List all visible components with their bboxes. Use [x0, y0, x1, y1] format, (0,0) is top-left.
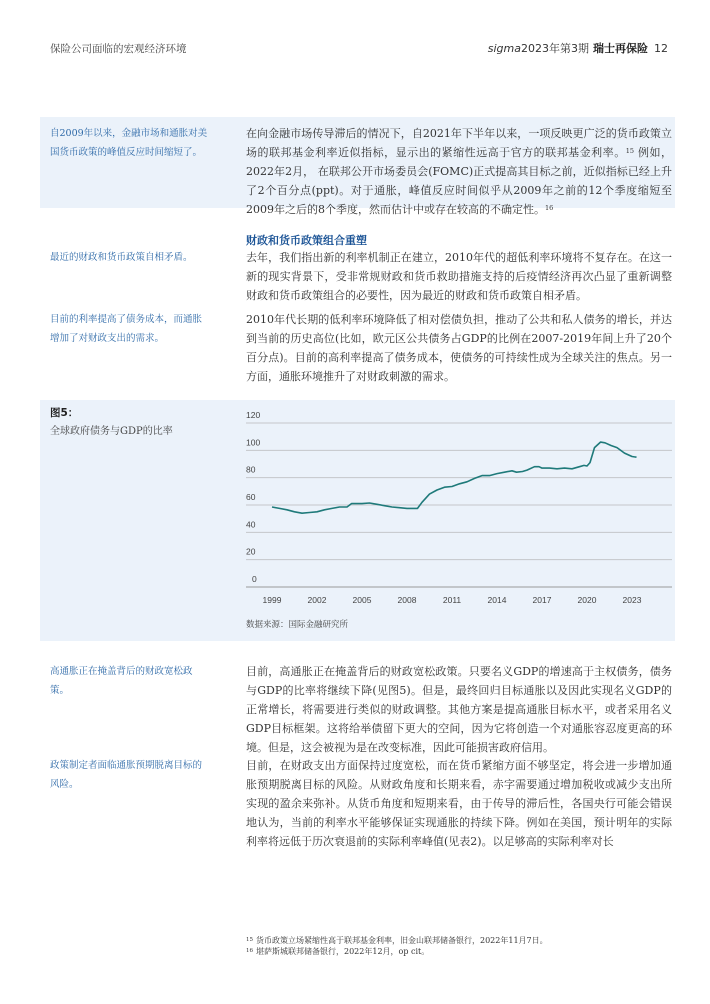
y-tick-label: 120	[246, 410, 261, 420]
publication-name: sigma	[487, 42, 521, 55]
running-header-title: 保险公司面临的宏观经济环境	[50, 43, 187, 55]
x-tick-label: 2023	[622, 595, 642, 605]
side-note: 高通胀正在掩盖背后的财政宽松政策。	[50, 666, 193, 696]
paragraph-text: 在向金融市场传导滞后的情况下，自2021年下半年以来，一项反映更广泛的货币政策立场的联邦基金利率近似指标，显示出的紧缩性远高于官方的联邦基金利率。	[246, 127, 672, 159]
footnote	[246, 946, 548, 957]
brand-name: 瑞士再保险	[593, 42, 648, 55]
x-tick-label: 2002	[307, 595, 327, 605]
x-tick-label: 2020	[577, 595, 597, 605]
running-header-publication	[488, 40, 668, 56]
y-tick-label: 100	[246, 437, 261, 448]
side-note: 目前的利率提高了债务成本，而通胀增加了对财政支出的需求。	[50, 314, 203, 344]
paragraph	[246, 124, 672, 219]
x-tick-label: 2008	[397, 595, 417, 605]
footnote-text: 堪萨斯城联邦储备银行，2022年12月，op cit。	[256, 947, 430, 956]
footnote-number: 16	[246, 948, 253, 954]
side-note: 最近的财政和货币政策自相矛盾。	[50, 252, 193, 263]
footnote-text: 货币政策立场紧缩性高于联邦基金利率，旧金山联邦储备银行，2022年11月7日。	[256, 936, 548, 945]
figure-label: 图5：	[50, 407, 79, 419]
side-note: 自2009年以来，金融市场和通胀对美国货币政策的峰值反应时间缩短了。	[50, 128, 208, 158]
page-number: 12	[654, 42, 668, 55]
x-tick-label: 2017	[532, 595, 552, 605]
y-tick-label: 40	[246, 519, 256, 530]
footnote	[246, 935, 548, 946]
figure-source: 数据来源：国际金融研究所	[246, 620, 349, 630]
y-tick-label: 80	[246, 464, 256, 475]
x-tick-label: 1999	[262, 595, 282, 605]
publication-issue: 2023年第3期	[521, 42, 589, 55]
paragraph: 目前，高通胀正在掩盖背后的财政宽松政策。只要名义GDP的增速高于主权债务，债务与GDP的比率将继续下降(见图5)。但是，最终回归目标通胀以及因此实现名义GDP的正常增长，将需要进行类似的财政调整。其他方案是提高通胀目标水平，或者采用名义GDP目标框架。这将给举债留下更大的空间，因为它将创造一个对通胀容忍度更高的环境。但是，这会被视为是在改变标准，因此可能损害政府信用。	[246, 665, 672, 754]
footnotes	[246, 935, 548, 957]
footnote-number: 15	[246, 937, 253, 943]
x-tick-label: 2005	[352, 595, 372, 605]
paragraph: 2010年代长期的低利率环境降低了相对偿债负担，推动了公共和私人债务的增长，并达到当前的历史高位(比如，欧元区公共债务占GDP的比例在2007-2019年间上升了20个百分点)。目前的高利率提高了债务成本，使债务的可持续性成为全球关注的焦点。另一方面，通胀环境推升了对财政刺激的需求。	[246, 313, 672, 383]
x-tick-label: 2014	[487, 595, 507, 605]
paragraph-text: 例如，2022年2月， 在联邦公开市场委员会(FOMC)正式提高其目标之前，近似指标已经上升了2个百分点(ppt)。对于通胀，峰值反应时间似乎从2009年之前的12个季度缩短至2009年之后的8个季度，然而估计中或存在较高的不确定性。	[246, 146, 672, 216]
x-tick-label: 2011	[442, 595, 462, 605]
figure-title: 全球政府债务与GDP的比率	[50, 426, 173, 437]
paragraph: 目前，在财政支出方面保持过度宽松，而在货币紧缩方面不够坚定，将会进一步增加通胀预期脱离目标的风险。从财政角度和长期来看，赤字需要通过增加税收或减少支出所实现的盈余来弥补。从货币角度和短期来看，由于传导的滞后性，各国央行可能会错误地认为，当前的利率水平能够保证实现通胀的持续下降。例如在美国，预计明年的实际利率将远低于历次衰退前的实际利率峰值(见表2)。以足够高的实际利率对长	[246, 759, 672, 848]
footnote-ref[interactable]: 15	[625, 147, 634, 155]
section-heading: 财政和货币政策组合重塑	[246, 234, 367, 247]
y-tick-label: 0	[252, 574, 257, 584]
line-chart	[230, 400, 675, 615]
y-tick-label: 20	[246, 546, 256, 557]
side-note: 政策制定者面临通胀预期脱离目标的风险。	[50, 760, 203, 790]
footnote-ref[interactable]: 16	[545, 204, 554, 212]
paragraph: 去年，我们指出新的利率机制正在建立，2010年代的超低利率环境将不复存在。在这一新的现实背景下，受非常规财政和货币救助措施支持的后疫情经济再次凸显了重新调整财政和货币政策组合的必要性，因为最近的财政和货币政策自相矛盾。	[246, 251, 672, 302]
y-tick-label: 60	[246, 492, 256, 502]
